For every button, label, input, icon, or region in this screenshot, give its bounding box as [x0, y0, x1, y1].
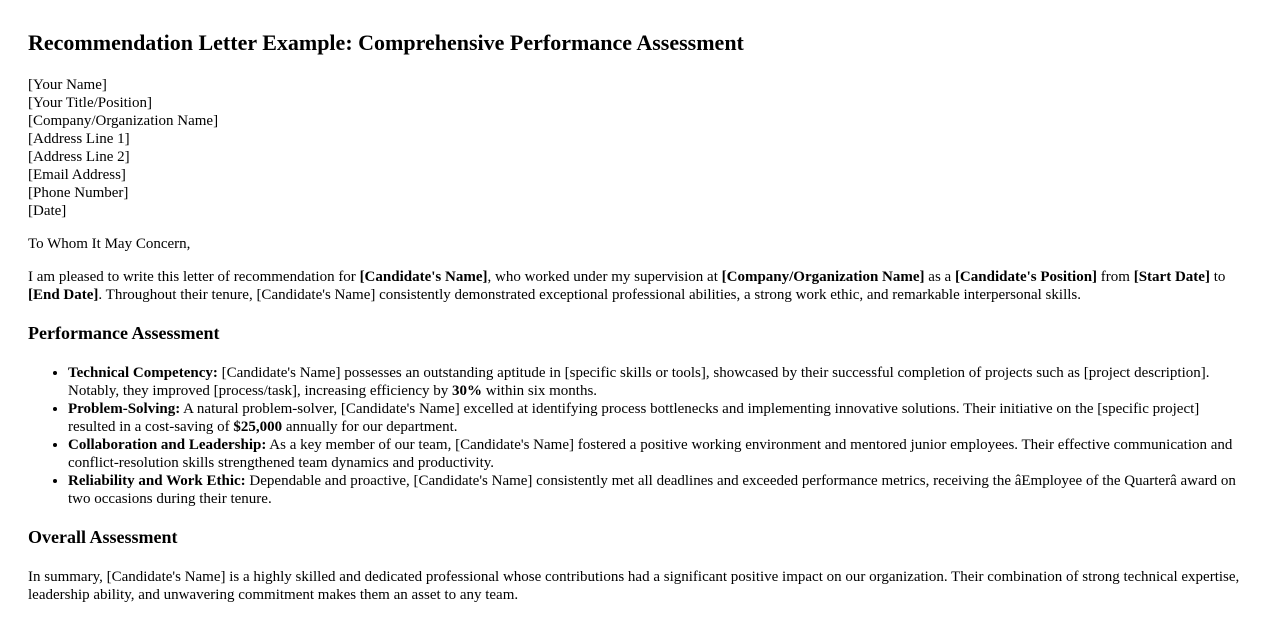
intro-text: I am pleased to write this letter of recommendation for — [28, 269, 360, 285]
sender-address-block — [28, 76, 1250, 220]
item-highlight: 30% — [452, 383, 483, 399]
item-label: Reliability and Work Ethic: — [68, 473, 246, 489]
letter-document — [0, 30, 1278, 604]
intro-text: , who worked under my supervision at — [487, 269, 722, 285]
end-date: [End Date] — [28, 287, 99, 303]
sender-phone: [Phone Number] — [28, 185, 129, 201]
item-label: Problem-Solving: — [68, 401, 181, 417]
company-name: [Company/Organization Name] — [721, 269, 925, 285]
sender-title: [Your Title/Position] — [28, 95, 152, 111]
letter-date: [Date] — [28, 203, 67, 219]
overall-paragraph: In summary, [Candidate's Name] is a highly skilled and dedicated professional whose contributions had a significant positive impact on our organization. Their combination of strong technical expertise, leadership ability, and unwavering commitment makes them an asset to any team. — [28, 569, 1240, 603]
list-item — [68, 364, 1250, 400]
item-text: As a key member of our team, [Candidate's Name] fostered a positive working environment and mentored junior employees. Their effective communication and conflict-resolution skills strengthened team dynamics and productivity. — [68, 437, 1233, 471]
start-date: [Start Date] — [1133, 269, 1210, 285]
intro-paragraph — [28, 268, 1250, 304]
item-highlight: $25,000 — [233, 419, 283, 435]
list-item — [68, 472, 1250, 508]
overall-heading: Overall Assessment — [28, 527, 178, 547]
performance-heading: Performance Assessment — [28, 323, 220, 343]
item-label: Technical Competency: — [68, 365, 218, 381]
sender-company: [Company/Organization Name] — [28, 113, 219, 129]
intro-text: as a — [924, 269, 955, 285]
intro-text: to — [1209, 269, 1226, 285]
intro-text: from — [1097, 269, 1134, 285]
page-title: Recommendation Letter Example: Comprehensive Performance Assessment — [28, 30, 744, 55]
sender-name: [Your Name] — [28, 77, 107, 93]
item-text: [Candidate's Name] possesses an outstanding aptitude in [specific skills or tools], showcased by their successful completion of projects such as [project description]. Notably, they improved [process/task], increasing efficiency by — [68, 365, 1210, 399]
performance-list — [28, 364, 1250, 508]
intro-text: . Throughout their tenure, [Candidate's Name] consistently demonstrated exceptional professional abilities, a strong work ethic, and remarkable interpersonal skills. — [98, 287, 1081, 303]
candidate-position: [Candidate's Position] — [954, 269, 1098, 285]
list-item — [68, 436, 1250, 472]
item-text: within six months. — [482, 383, 598, 399]
candidate-name: [Candidate's Name] — [359, 269, 488, 285]
salutation: To Whom It May Concern, — [28, 236, 191, 252]
item-text: annually for our department. — [282, 419, 458, 435]
item-text: Dependable and proactive, [Candidate's Name] consistently met all deadlines and exceeded performance metrics, receiving the âEmployee of the Quarterâ award on two occasions during their tenure. — [68, 473, 1236, 507]
list-item — [68, 400, 1250, 436]
sender-address-line-2: [Address Line 2] — [28, 149, 130, 165]
item-text: A natural problem-solver, [Candidate's Name] excelled at identifying process bottlenecks and implementing innovative solutions. Their initiative on the [specific project] resulted in a cost-saving of — [68, 401, 1200, 435]
sender-address-line-1: [Address Line 1] — [28, 131, 130, 147]
item-label: Collaboration and Leadership: — [68, 437, 267, 453]
sender-email: [Email Address] — [28, 167, 126, 183]
